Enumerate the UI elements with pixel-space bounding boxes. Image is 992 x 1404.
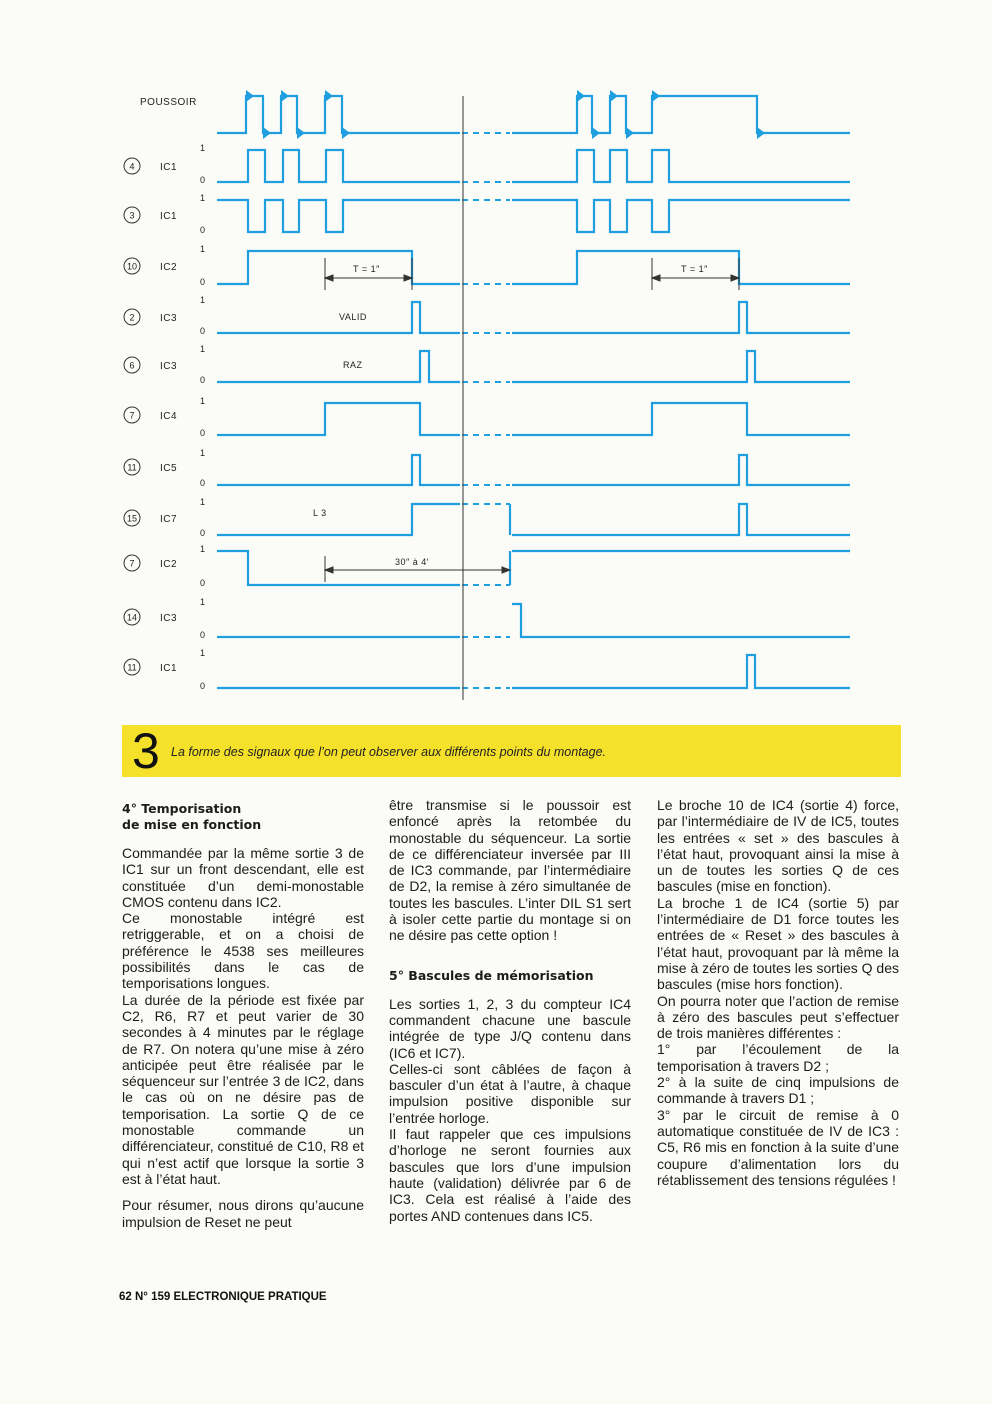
waveform-segment — [512, 455, 850, 485]
waveform-segment — [512, 504, 850, 535]
break-dash — [462, 504, 510, 535]
text-column-2 — [389, 797, 631, 1224]
paragraph: Ce monostable intégré est retriggerable, et on a choisi de préférence le 4538 ses meilleures possibilités dans le cas de temporisations longues. — [122, 910, 364, 992]
text-column-1 — [122, 797, 364, 1230]
paragraph: La broche 1 de IC4 (sortie 5) par l’intermédiaire de D1 force toutes les entrées de « Reset » des bascules à l’état haut, provoquant par là même la mise à zéro de toutes les sorties Q des bascules (mise hors fonction). — [657, 894, 899, 993]
waveform-segment — [217, 455, 460, 485]
annotation-valid: VALID — [339, 312, 367, 322]
edge-marker — [297, 127, 305, 139]
annotation-l3: L 3 — [313, 508, 327, 518]
edge-marker — [652, 90, 660, 102]
edge-markers — [246, 90, 765, 139]
text-column-3 — [657, 797, 899, 1188]
level-low-label: 0 — [200, 175, 206, 185]
dimension-lines — [325, 258, 739, 582]
edge-marker — [592, 127, 600, 139]
level-low-label: 0 — [200, 326, 206, 336]
level-low-label: 0 — [200, 630, 206, 640]
level-low-label: 0 — [200, 375, 206, 385]
pin-number: 14 — [126, 612, 138, 623]
signal-label: POUSSOIR — [140, 97, 197, 108]
level-high-label: 1 — [200, 244, 206, 254]
level-low-label: 0 — [200, 478, 206, 488]
level-low-label: 0 — [200, 528, 206, 538]
level-high-label: 1 — [200, 396, 206, 406]
figure-caption — [122, 725, 901, 777]
edge-marker — [281, 90, 289, 102]
chip-label: IC4 — [160, 411, 178, 422]
figure-number: 3 — [132, 723, 160, 779]
pin-number: 10 — [126, 261, 138, 272]
paragraph: La durée de la période est fixée par C2, R6, R7 et peut varier de 30 secondes à 4 minutes par le réglage de R7. On notera qu’une mise à zéro anticipée peut être réalisée par le séquenceur sur l’entrée 3 de IC2, dans le cas où on ne désire pas de temporisation. La sortie Q de ce monostable commande un différenciateur, constitué de C10, R8 et qui n’est actif que lorsque la sortie 3 est à l’état haut. — [122, 991, 364, 1187]
paragraph: Les sorties 1, 2, 3 du compteur IC4 commandent chacune une bascule intégrée de type J/Q contenu dans (IC6 et IC7). — [389, 995, 631, 1061]
level-high-label: 1 — [200, 648, 206, 658]
waveform-segment — [217, 96, 460, 133]
paragraph: 1° par l’écoulement de la temporisation à travers D2 ; — [657, 1041, 899, 1074]
chip-label: IC2 — [160, 262, 178, 273]
chip-label: IC1 — [160, 663, 178, 674]
paragraph: On pourra noter que l’action de remise à zéro des bascules peut s’effectuer de trois manières différentes : — [657, 992, 899, 1042]
pin-number: 6 — [129, 360, 135, 371]
level-high-label: 1 — [200, 497, 206, 507]
chip-label: IC1 — [160, 162, 178, 173]
chip-label: IC3 — [160, 613, 178, 624]
paragraph: Il faut rappeler que ces impulsions d’horloge ne seront fournies aux bascules que lors d’une impulsion haute (validation) délivrée par 6 de IC3. Cela est réalisé à l’aide des portes AND contenues dans IC5. — [389, 1126, 631, 1224]
paragraph: Le broche 10 de IC4 (sortie 4) force, par l’intermédiaire de IV de IC5, toutes les entrées « set » des bascules à l’état haut, provoquant ainsi la mise à un de toutes les sorties Q de ces bascules (mise en fonction). — [657, 797, 899, 895]
waveform-segment — [512, 604, 850, 637]
section-title-5: 5° Bascules de mémorisation — [389, 967, 594, 983]
section-title-line: de mise en fonction — [122, 817, 262, 832]
paragraph: 2° à la suite de cinq impulsions de commande à travers D1 ; — [657, 1074, 899, 1107]
chip-label: IC5 — [160, 463, 178, 474]
waveform-segment — [512, 200, 850, 232]
page-footer: 62 N° 159 ELECTRONIQUE PRATIQUE — [119, 1291, 327, 1303]
level-high-label: 1 — [200, 344, 206, 354]
level-high-label: 1 — [200, 597, 206, 607]
paragraph: être transmise si le poussoir est enfoncé après la retombée du monostable du séquenceur. La sortie de ce différenciateur inversée par III de IC3 commande, par l’intermédiaire de D2, la remise à zéro simultanée de toutes les bascules. L’inter DIL S1 sert à isoler cette partie du montage si on ne désire pas cette option ! — [389, 797, 631, 944]
pin-number: 4 — [129, 161, 135, 172]
section-title-line: 4° Temporisation — [122, 801, 242, 816]
waveform-segment — [512, 96, 850, 133]
edge-marker — [577, 90, 585, 102]
annotation-delay: 30″ à 4′ — [395, 557, 429, 567]
chip-label: IC2 — [160, 559, 178, 570]
time-break-dashes — [462, 133, 510, 688]
level-high-label: 1 — [200, 448, 206, 458]
section-title-4 — [122, 801, 364, 833]
level-low-label: 0 — [200, 428, 206, 438]
chip-label: IC3 — [160, 361, 178, 372]
pin-number: 2 — [129, 312, 135, 323]
pin-number: 3 — [129, 210, 135, 221]
edge-marker — [325, 90, 333, 102]
level-low-label: 0 — [200, 225, 206, 235]
edge-marker — [757, 127, 765, 139]
annotation-raz: RAZ — [343, 360, 363, 370]
waveform-segment — [512, 302, 850, 333]
pin-number: 15 — [126, 513, 138, 524]
waveform-segment — [217, 504, 460, 535]
waveform-segment — [217, 351, 460, 382]
waveform-segment — [217, 200, 460, 232]
edge-marker — [246, 90, 254, 102]
waveform-segment — [217, 150, 460, 182]
waveform-segment — [512, 403, 850, 435]
pin-number: 11 — [127, 662, 137, 673]
waveform-segment — [217, 251, 460, 284]
waveforms — [217, 96, 850, 688]
paragraph: Celles-ci sont câblées de façon à basculer d’un état à l’autre, à chaque impulsion positive disponible sur l’entrée horloge. — [389, 1060, 631, 1126]
chip-label: IC3 — [160, 313, 178, 324]
chip-label: IC1 — [160, 211, 178, 222]
waveform-segment — [512, 351, 850, 382]
annotation-t2: T = 1″ — [681, 264, 708, 274]
caption-text: La forme des signaux que l’on peut observer aux différents points du montage. — [171, 745, 606, 759]
waveform-segment — [217, 403, 460, 435]
pin-number: 7 — [129, 558, 135, 569]
annotation-t1: T = 1″ — [353, 264, 380, 274]
waveform-segment — [512, 150, 850, 182]
pin-number: 7 — [129, 410, 135, 421]
level-high-label: 1 — [200, 295, 206, 305]
edge-marker — [626, 127, 634, 139]
waveform-segment — [512, 655, 850, 688]
level-high-label: 1 — [200, 193, 206, 203]
level-low-label: 0 — [200, 277, 206, 287]
edge-marker — [610, 90, 618, 102]
edge-marker — [263, 127, 271, 139]
paragraph: 3° par le circuit de remise à 0 automatique constituée de IV de IC3 : C5, R6 mis en fonction à la suite d’une coupure d’alimentation lors du rétablissement des tensions régulées ! — [657, 1106, 899, 1188]
edge-marker — [342, 127, 350, 139]
level-low-label: 0 — [200, 681, 206, 691]
pin-number: 11 — [127, 462, 137, 473]
chip-label: IC7 — [160, 514, 178, 525]
level-high-label: 1 — [200, 143, 206, 153]
paragraph: Pour résumer, nous dirons qu’aucune impulsion de Reset ne peut — [122, 1197, 364, 1230]
level-high-label: 1 — [200, 544, 206, 554]
level-low-label: 0 — [200, 578, 206, 588]
paragraph: Commandée par la même sortie 3 de IC1 sur un front descendant, elle est constituée d’un demi-monostable CMOS contenu dans IC2. — [122, 845, 364, 910]
